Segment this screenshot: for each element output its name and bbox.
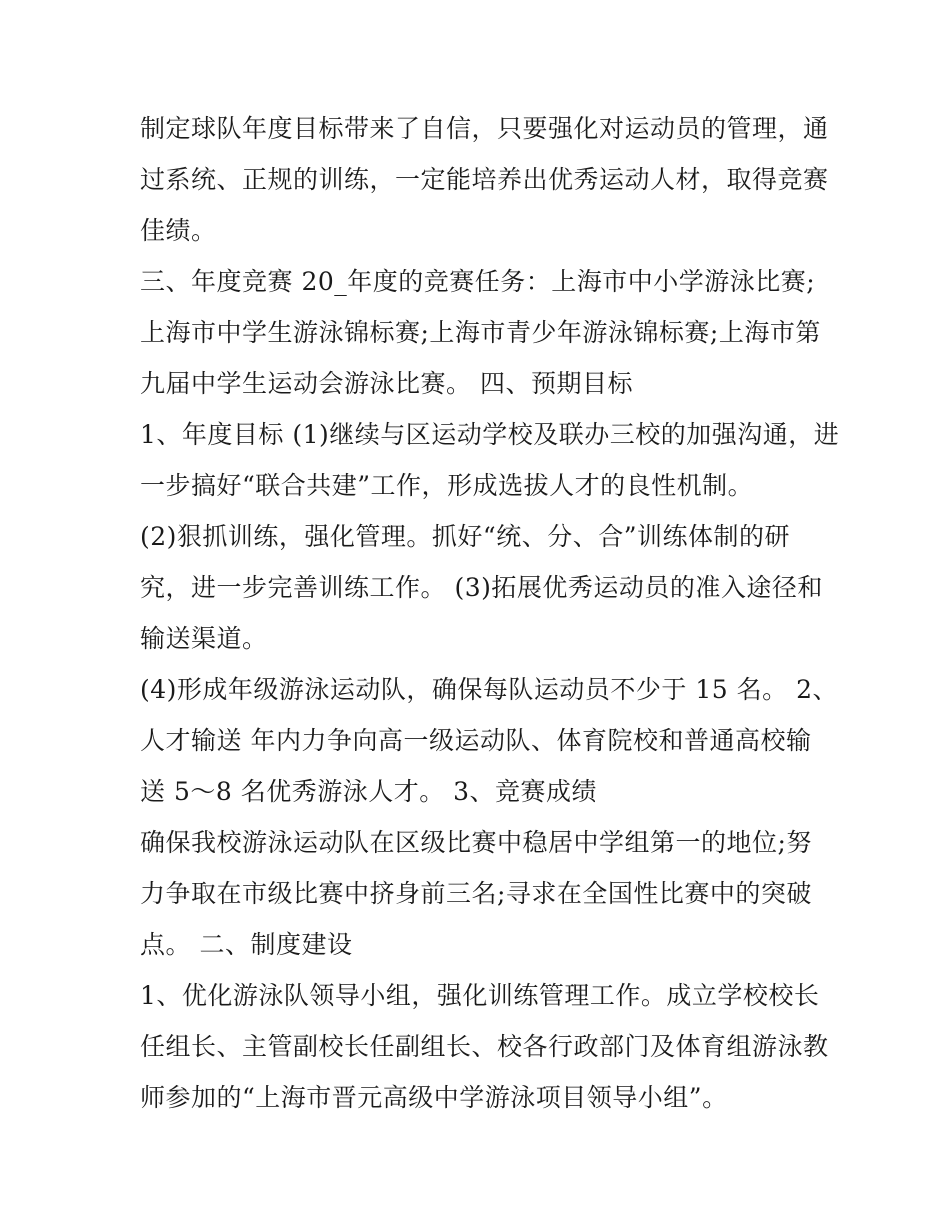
text-line: 1、年度目标 (1)继续与区运动学校及联办三校的加强沟通，进 (140, 420, 840, 449)
text-line: 1、优化游泳队领导小组，强化训练管理工作。成立学校校长 (140, 981, 820, 1010)
text-line: 一步搞好“联合共建”工作，形成选拔人才的良性机制。 (140, 471, 754, 500)
text-line: 送 5～8 名优秀游泳人才。 3、竞赛成绩 (140, 777, 598, 806)
text-line: 点。 二、制度建设 (140, 930, 353, 959)
text-line: 制定球队年度目标带来了自信，只要强化对运动员的管理，通 (140, 114, 829, 143)
text-line: (2)狠抓训练，强化管理。抓好“统、分、合”训练体制的研 (140, 522, 790, 551)
text-line: 任组长、主管副校长任副组长、校各行政部门及体育组游泳教 (140, 1032, 829, 1061)
text-line: (4)形成年级游泳运动队，确保每队运动员不少于 15 名。 2、 (140, 675, 838, 704)
text-line: 输送渠道。 (140, 624, 268, 653)
text-line: 确保我校游泳运动队在区级比赛中稳居中学组第一的地位;努 (140, 828, 812, 857)
text-line: 过系统、正规的训练，一定能培养出优秀运动人材，取得竞赛 (140, 165, 829, 194)
text-line: 师参加的“上海市晋元高级中学游泳项目领导小组”。 (140, 1083, 728, 1112)
text-line: 九届中学生运动会游泳比赛。 四、预期目标 (140, 369, 633, 398)
text-line: 三、年度竞赛 20_年度的竞赛任务：上海市中小学游泳比赛; (140, 267, 816, 296)
text-line: 究，进一步完善训练工作。 (3)拓展优秀运动员的准入途径和 (140, 573, 823, 602)
text-line: 人才输送 年内力争向高一级运动队、体育院校和普通高校输 (140, 726, 812, 755)
text-line: 力争取在市级比赛中挤身前三名;寻求在全国性比赛中的突破 (140, 879, 812, 908)
text-line: 上海市中学生游泳锦标赛;上海市青少年游泳锦标赛;上海市第 (140, 318, 821, 347)
text-line: 佳绩。 (140, 216, 217, 245)
